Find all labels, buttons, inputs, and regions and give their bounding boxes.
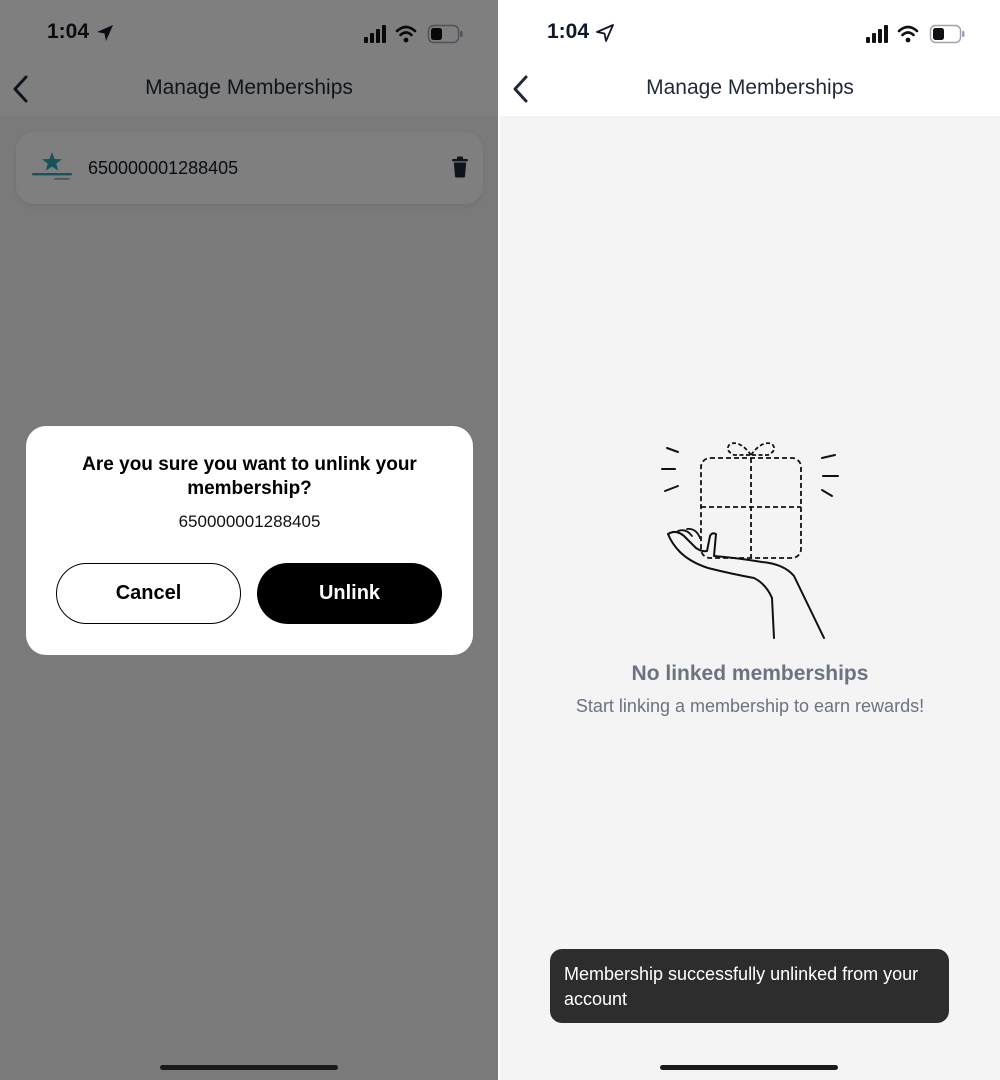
unlink-button[interactable]: Unlink: [257, 563, 442, 624]
screen-no-memberships: [500, 0, 1000, 1080]
dialog-title: Are you sure you want to unlink your membership?: [82, 454, 417, 499]
cancel-button[interactable]: Cancel: [56, 563, 241, 624]
empty-state-area: [500, 116, 1000, 1080]
nav-bar: [500, 66, 1000, 116]
unlink-confirmation-dialog: [26, 426, 473, 655]
cellular-signal-icon: [866, 25, 888, 43]
success-toast: [550, 949, 949, 1023]
home-indicator[interactable]: [660, 1065, 838, 1070]
gift-in-hand-icon: [654, 436, 844, 646]
location-arrow-icon: [596, 24, 614, 42]
empty-state-subtitle: Start linking a membership to earn rewards!: [575, 696, 925, 716]
battery-icon: [931, 26, 965, 43]
wifi-icon: [899, 27, 917, 42]
status-icons: [866, 24, 966, 44]
screen-unlink-confirmation: [0, 0, 498, 1080]
home-indicator[interactable]: [160, 1065, 338, 1070]
toast-message: Membership successfully unlinked from your account: [564, 964, 919, 1009]
empty-state-title: No linked memberships: [631, 662, 869, 685]
dialog-membership-number: 650000001288405: [178, 512, 321, 531]
page-title: Manage Memberships: [646, 76, 854, 99]
status-time: 1:04: [547, 20, 590, 43]
status-bar: [500, 0, 1000, 66]
